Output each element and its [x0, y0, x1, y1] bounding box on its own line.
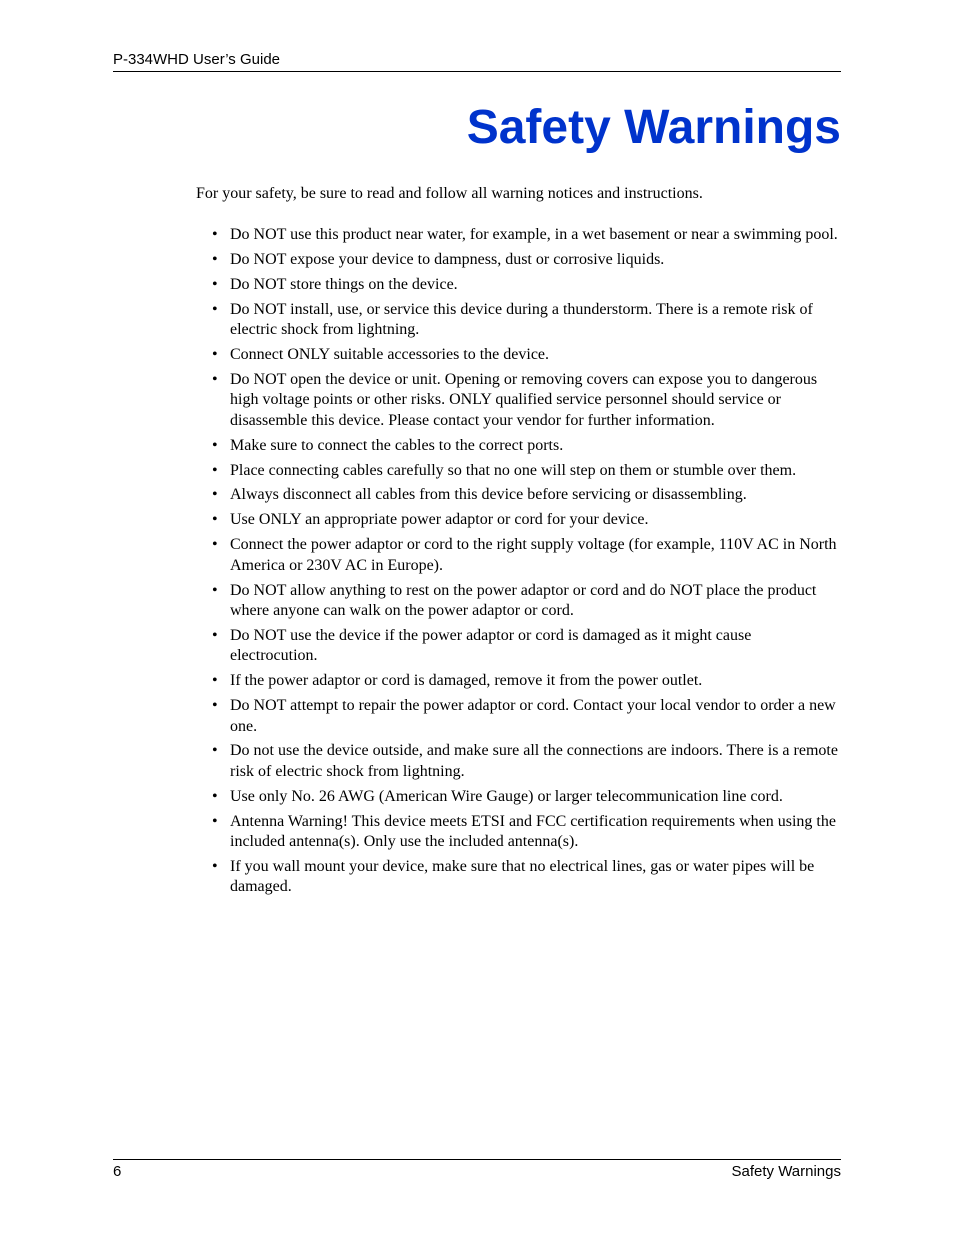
page-title: Safety Warnings [466, 101, 841, 154]
warning-text: If you wall mount your device, make sure that no electrical lines, gas or water pipes will be damaged. [230, 857, 815, 896]
bullet-icon: • [212, 436, 218, 454]
warning-item [212, 626, 842, 667]
bullet-icon: • [212, 226, 218, 243]
bullet-icon: • [212, 300, 218, 318]
warning-item [212, 250, 842, 270]
bullet-icon: • [212, 511, 218, 529]
warning-item [212, 787, 842, 807]
warning-text: Make sure to connect the cables to the correct ports. [230, 436, 564, 454]
warning-text: Do NOT store things on the device. [230, 275, 458, 293]
warning-text: Connect ONLY suitable accessories to the device. [230, 346, 550, 364]
warning-text: Do NOT open the device or unit. Opening or removing covers can expose you to dangerous high voltage points or other risks. ONLY qualified service personnel should service or disassemble this device. Please contact your vendor for further information. [230, 370, 818, 429]
warning-text: Always disconnect all cables from this device before servicing or disassembling. [230, 486, 747, 504]
warning-item [212, 485, 842, 505]
warning-text: Use ONLY an appropriate power adaptor or cord for your device. [230, 511, 649, 529]
warning-text: Antenna Warning! This device meets ETSI and FCC certification requirements when using the included antenna(s). Only use the included antenna(s). [230, 812, 836, 851]
warning-item [212, 535, 842, 576]
bullet-icon: • [212, 250, 218, 268]
warning-item [212, 225, 842, 245]
bullet-icon: • [212, 857, 218, 875]
warning-item [212, 510, 842, 530]
warning-text: Do NOT install, use, or service this device during a thunderstorm. There is a remote risk of electric shock from lightning. [230, 300, 813, 339]
bullet-icon: • [212, 461, 218, 479]
bullet-icon: • [212, 787, 218, 805]
warnings-list [212, 225, 842, 902]
warning-text: Do NOT use this product near water, for example, in a wet basement or near a swimming pool. [230, 226, 838, 243]
bullet-icon: • [212, 536, 218, 554]
bullet-icon: • [212, 812, 218, 830]
warning-text: If the power adaptor or cord is damaged, remove it from the power outlet. [230, 672, 703, 690]
bullet-icon: • [212, 672, 218, 690]
warning-item [212, 741, 842, 782]
guide-title: P-334WHD User’s Guide [113, 51, 280, 68]
warning-item [212, 812, 842, 853]
intro-paragraph: For your safety, be sure to read and follow all warning notices and instructions. [196, 185, 703, 202]
warning-text: Do NOT expose your device to dampness, dust or corrosive liquids. [230, 250, 665, 268]
warning-item [212, 581, 842, 622]
warning-item [212, 857, 842, 898]
running-footer [113, 1159, 841, 1180]
bullet-icon: • [212, 346, 218, 364]
warning-text: Do NOT allow anything to rest on the power adaptor or cord and do NOT place the product where anyone can walk on the power adaptor or cord. [230, 581, 817, 619]
running-header [113, 50, 841, 72]
bullet-icon: • [212, 581, 218, 599]
warning-text: Use only No. 26 AWG (American Wire Gauge) or larger telecommunication line cord. [230, 787, 783, 805]
bullet-icon: • [212, 275, 218, 293]
bullet-icon: • [212, 626, 218, 644]
warning-item [212, 275, 842, 295]
footer-section-title: Safety Warnings [731, 1163, 841, 1180]
warning-text: Do NOT attempt to repair the power adaptor or cord. Contact your local vendor to order a new one. [230, 697, 836, 735]
warning-text: Do NOT use the device if the power adaptor or cord is damaged as it might cause electrocution. [230, 626, 752, 665]
warning-item [212, 345, 842, 365]
bullet-icon: • [212, 697, 218, 715]
warning-text: Connect the power adaptor or cord to the right supply voltage (for example, 110V AC in North America or 230V AC in Europe). [230, 536, 837, 574]
bullet-icon: • [212, 742, 218, 760]
warning-item [212, 370, 842, 431]
warning-item [212, 461, 842, 481]
warning-item [212, 300, 842, 341]
warning-item [212, 436, 842, 456]
bullet-icon: • [212, 370, 218, 388]
warning-text: Place connecting cables carefully so that no one will step on them or stumble over them. [230, 461, 797, 479]
warning-text: Do not use the device outside, and make sure all the connections are indoors. There is a remote risk of electric shock from lightning. [230, 742, 838, 780]
warning-item [212, 671, 842, 691]
warning-item [212, 696, 842, 737]
bullet-icon: • [212, 486, 218, 504]
page-number: 6 [113, 1163, 122, 1180]
